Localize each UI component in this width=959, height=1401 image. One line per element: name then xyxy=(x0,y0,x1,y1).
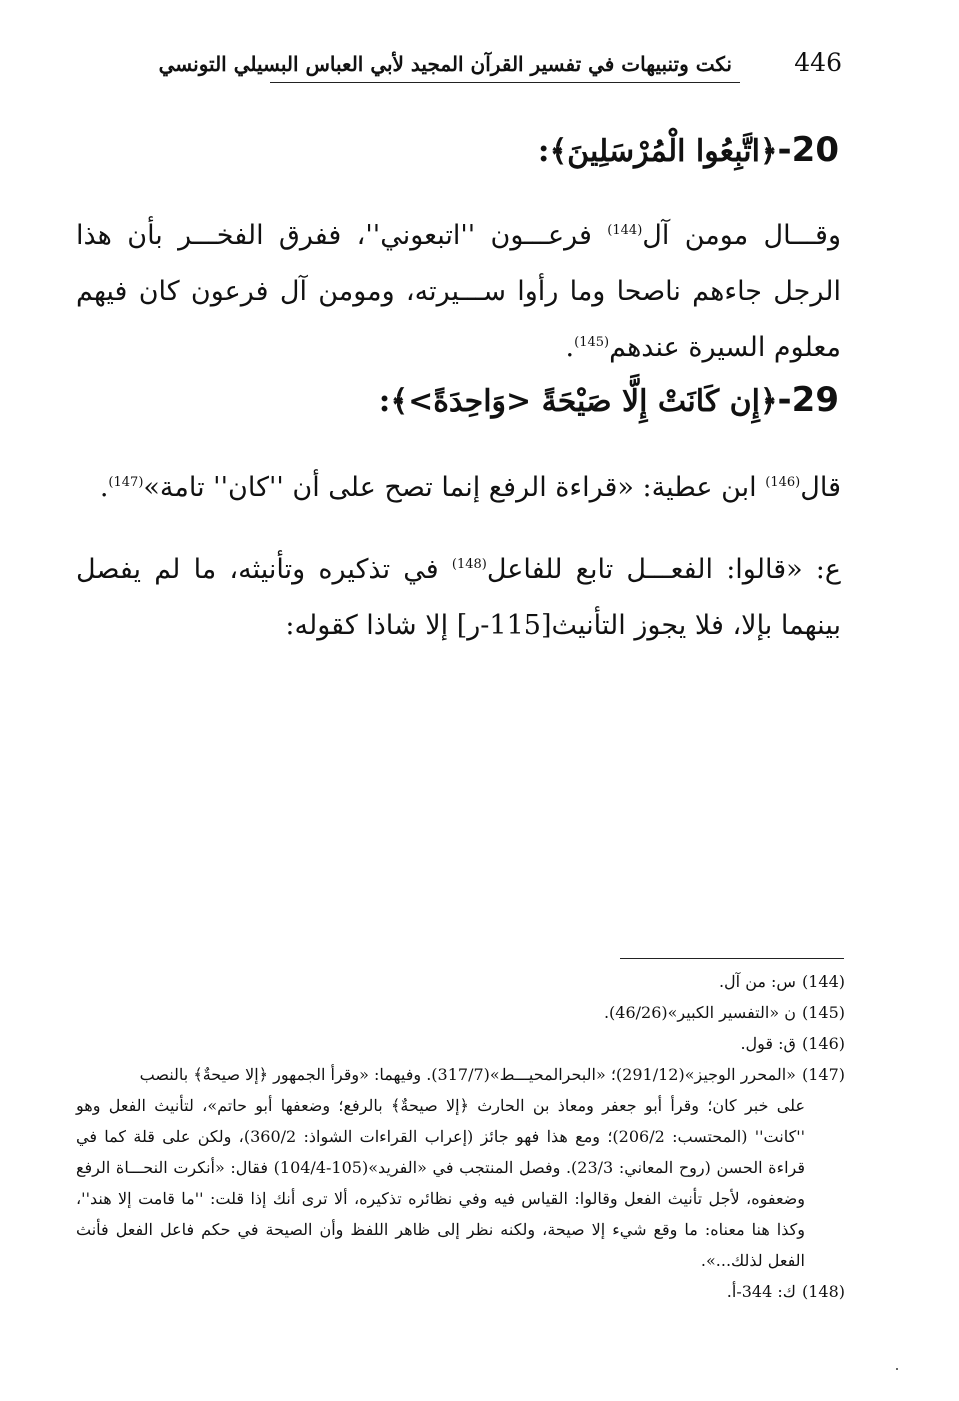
commentary-paragraph xyxy=(76,208,841,376)
footnote-148 xyxy=(76,1276,845,1307)
section-heading-29 xyxy=(379,380,839,420)
scan-speck xyxy=(896,1368,898,1370)
footnote-146 xyxy=(76,1028,845,1059)
running-title: نكت وتنبيهات في تفسير القرآن المجيد لأبي العباس البسيلي التونسي xyxy=(158,52,732,76)
paragraph-text: . xyxy=(565,332,575,363)
footnotes xyxy=(76,966,845,1307)
footnote-text: ك: 344-أ. xyxy=(726,1282,796,1301)
footnote-text: «المحرر الوجيز»(291/12)؛ «البحرالمحيـــط»(317/7). وفيهما: «وقرأ الجمهور ﴿إلا صيحةٌ﴾ بالنصب xyxy=(139,1065,796,1084)
paragraph-text: فرعـــون ''اتبعوني''، ففرق الفخـــر بأن هذا الرجل جاءهم ناصحا وما رأوا ســـيرته، ومومن آل فرعون كان فيهم معلوم السيرة عندهم xyxy=(76,220,841,363)
footnote-text: س: من آل. xyxy=(718,972,796,991)
footnote-144 xyxy=(76,966,845,997)
heading-colon: : xyxy=(378,381,391,419)
footnote-number: (148) xyxy=(801,1282,845,1301)
commentary-paragraph xyxy=(76,460,841,516)
footnote-ref[interactable]: (147) xyxy=(108,475,144,490)
footnote-145 xyxy=(76,997,845,1028)
page-number: 446 xyxy=(794,48,842,77)
footnote-ref[interactable]: (146) xyxy=(765,475,801,490)
footnote-ref[interactable]: (148) xyxy=(451,557,487,572)
quranic-verse: ﴿إِن كَانَتْ إِلَّا صَيْحَةً <وَاحِدَةً>﴾ xyxy=(390,384,778,419)
footnote-text: ق: قول. xyxy=(740,1034,796,1053)
heading-colon: : xyxy=(537,131,550,169)
quranic-verse: ﴿اتَّبِعُوا الْمُرْسَلِينَ﴾ xyxy=(549,134,778,169)
paragraph-text: في تذكيره وتأنيثه، ما لم يفصل بينهما بإلا، فلا يجوز التأنيث[115-ر] إلا شاذا كقوله: xyxy=(76,554,841,641)
footnote-147-continuation: على خبر كان؛ وقرأ أبو جعفر ومعاذ بن الحارث ﴿إلا صيحةٌ﴾ بالرفع؛ وضعفها أبو حاتم»، لتأنيث الفعل وهو ''كانت'' (المحتسب: 206/2)؛ ومع هذا فهو جائز (إعراب القراءات الشواذ: 360/2)، ولكن على قلة كما في قراءة الحسن (روح المعاني: 23/3). وفصل المنتجب في «الفريد»(105-104/4) فقال: «أنكرت النحـــاة الرفع وضعفوه، لأجل تأنيث الفعل وقالوا: القياس فيه وفي نظائره تذكيره، ألا ترى أنك إذا قلت: ''ما قامت إلا هند''، وكذا هنا معناه: ما وقع شيء إلا صيحة، ولكنه نظر إلى ظاهر اللفظ وأن الصيحة في حكم فاعل الفعل فأنث الفعل لذلك...». xyxy=(76,1096,806,1270)
footnote-number: (144) xyxy=(801,972,845,991)
footnote-ref[interactable]: (144) xyxy=(607,223,643,238)
paragraph-text: ابن عطية: «قراءة الرفع إنما تصح على أن ''كان'' تامة» xyxy=(143,472,766,503)
paragraph-text: وقـــال مومن آل xyxy=(642,220,842,251)
section-heading-20 xyxy=(538,130,839,170)
footnote-ref[interactable]: (145) xyxy=(574,335,610,350)
footnote-separator xyxy=(620,958,844,959)
footnote-number: (147) xyxy=(801,1065,845,1084)
footnote-number: (146) xyxy=(801,1034,845,1053)
running-header xyxy=(158,44,850,84)
footnote-147 xyxy=(76,1059,845,1090)
commentary-paragraph xyxy=(76,542,841,654)
footnote-number: (145) xyxy=(801,1003,845,1022)
paragraph-text: ع: «قالوا: الفعـــل تابع للفاعل xyxy=(486,554,841,585)
paragraph-text: . xyxy=(99,472,109,503)
section-number: 29- xyxy=(777,380,839,420)
paragraph-text: قال xyxy=(800,472,841,503)
section-number: 20- xyxy=(777,130,839,170)
header-rule xyxy=(270,82,740,83)
footnote-text: ن «التفسير الكبير»(46/26). xyxy=(603,1003,796,1022)
